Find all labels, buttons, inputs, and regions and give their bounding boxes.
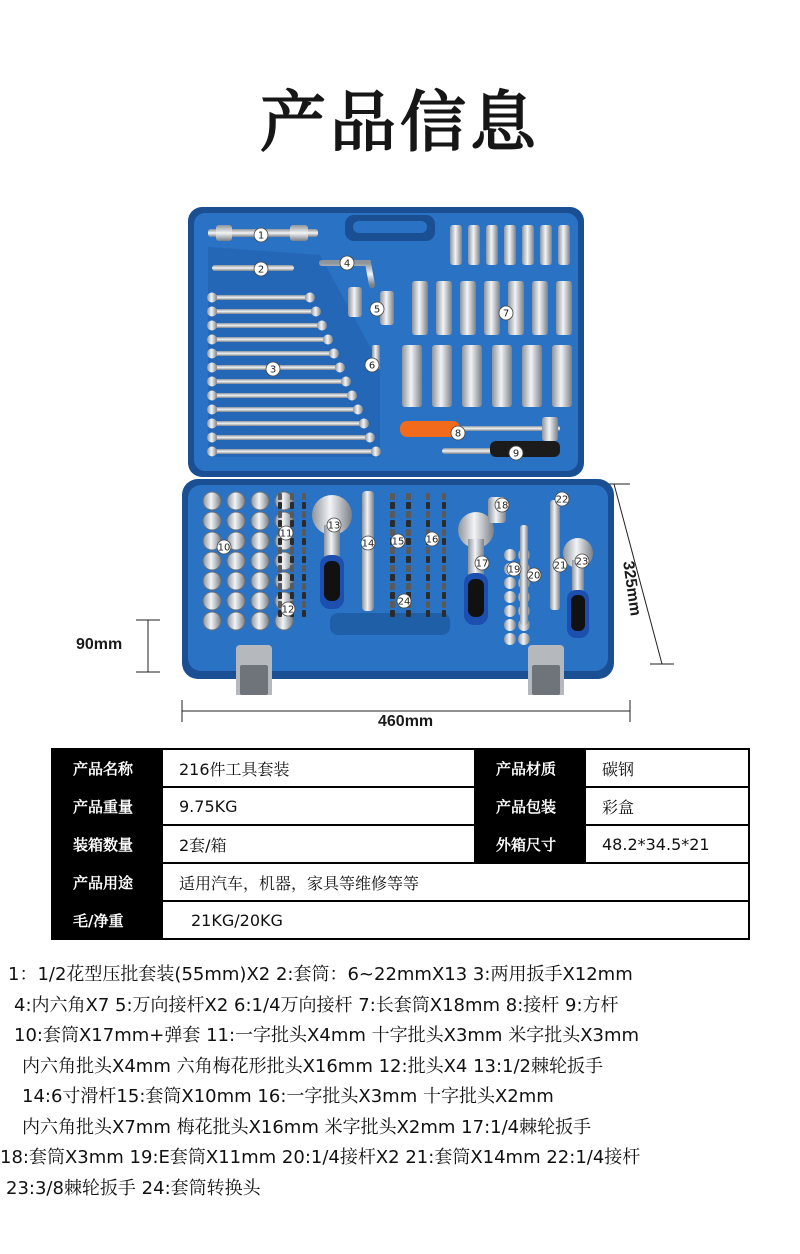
callout-13 (327, 518, 341, 532)
callout-7 (499, 306, 513, 320)
width-dimension-label: 460mm (378, 713, 434, 730)
callout-23 (575, 554, 589, 568)
spec-key: 产品包装 (475, 787, 585, 825)
svg-text:12: 12 (281, 604, 295, 616)
spec-value: 碳钢 (585, 749, 749, 787)
svg-text:11: 11 (279, 528, 293, 540)
svg-text:16: 16 (425, 534, 439, 546)
svg-text:1: 1 (257, 230, 265, 242)
callout-11 (279, 526, 293, 540)
callout-10 (217, 540, 231, 554)
spec-row (52, 863, 749, 901)
callout-3 (266, 362, 280, 376)
component-line: 内六角批头X7mm 梅花批头X16mm 米字批头X2mm 17:1/4棘轮扳手 (22, 1116, 592, 1138)
svg-text:24: 24 (397, 596, 411, 608)
callout-2 (254, 262, 268, 276)
spec-key: 装箱数量 (52, 825, 162, 863)
svg-text:9: 9 (512, 448, 520, 460)
callout-22 (555, 492, 569, 506)
component-line: 14:6寸滑杆15:套筒X10mm 16:一字批头X3mm 十字批头X2mm (22, 1086, 554, 1107)
callout-1 (254, 228, 268, 242)
spec-value: 彩盒 (585, 787, 749, 825)
svg-text:17: 17 (475, 558, 489, 570)
spec-value: 48.2*34.5*21 (585, 825, 749, 863)
spec-value: 2套/箱 (162, 825, 475, 863)
spec-key: 产品名称 (52, 749, 162, 787)
svg-text:18: 18 (495, 500, 509, 512)
tool-case-image (150, 195, 630, 695)
spec-row (52, 787, 749, 825)
svg-text:20: 20 (527, 570, 541, 582)
callout-4 (340, 256, 354, 270)
page-title: 产品信息 (260, 84, 540, 161)
depth-dimension-label: 325mm (619, 560, 644, 617)
callout-8 (451, 426, 465, 440)
svg-text:14: 14 (361, 538, 375, 550)
svg-text:21: 21 (553, 560, 567, 572)
spec-value: 适用汽车，机器，家具等维修等等 (162, 863, 749, 901)
svg-text:2: 2 (257, 264, 265, 276)
component-line: 4:内六角X7 5:万向接杆X2 6:1/4万向接杆 7:长套筒X18mm 8:接杆 9:方杆 (14, 994, 619, 1016)
svg-text:3: 3 (269, 364, 277, 376)
component-list (0, 960, 800, 1204)
callout-14 (361, 536, 375, 550)
spec-row (52, 825, 749, 863)
callout-19 (507, 562, 521, 576)
callout-12 (281, 602, 295, 616)
spec-key: 产品重量 (52, 787, 162, 825)
component-line: 18:套筒X3mm 19:E套筒X11mm 20:1/4接杆X2 21:套筒X14mm 22:1/4接杆 (0, 1147, 641, 1168)
callout-24 (397, 594, 411, 608)
spec-table (51, 748, 750, 940)
callout-5 (370, 302, 384, 316)
svg-text:23: 23 (575, 556, 589, 568)
callout-17 (475, 556, 489, 570)
spec-value: 9.75KG (162, 787, 475, 825)
spec-key: 外箱尺寸 (475, 825, 585, 863)
spec-value: 21KG/20KG (162, 901, 749, 939)
spec-value: 216件工具套装 (162, 749, 475, 787)
svg-text:10: 10 (217, 542, 231, 554)
callout-16 (425, 532, 439, 546)
callout-18 (495, 498, 509, 512)
callout-6 (365, 358, 379, 372)
component-line: 内六角批头X4mm 六角梅花形批头X16mm 12:批头X4 13:1/2棘轮扳手 (22, 1055, 604, 1077)
svg-text:5: 5 (373, 304, 381, 316)
svg-text:4: 4 (343, 258, 351, 270)
callout-9 (509, 446, 523, 460)
callout-15 (391, 534, 405, 548)
component-line: 1：1/2花型压批套装(55mm)X2 2:套筒：6~22mmX13 3:两用扳手X12mm (8, 964, 633, 985)
svg-text:19: 19 (507, 564, 521, 576)
callout-21 (553, 558, 567, 572)
spec-key: 毛/净重 (52, 901, 162, 939)
callout-20 (527, 568, 541, 582)
svg-text:7: 7 (502, 308, 510, 320)
spec-row (52, 901, 749, 939)
svg-text:6: 6 (368, 360, 376, 372)
svg-text:22: 22 (555, 494, 569, 506)
height-dimension-label: 90mm (76, 636, 123, 653)
component-line: 23:3/8棘轮扳手 24:套筒转换头 (6, 1177, 261, 1199)
spec-row (52, 749, 749, 787)
svg-text:8: 8 (454, 428, 462, 440)
spec-key: 产品材质 (475, 749, 585, 787)
svg-text:15: 15 (391, 536, 405, 548)
spec-key: 产品用途 (52, 863, 162, 901)
component-line: 10:套筒X17mm+弹套 11:一字批头X4mm 十字批头X3mm 米字批头X3mm (14, 1025, 640, 1046)
svg-text:13: 13 (327, 520, 341, 532)
